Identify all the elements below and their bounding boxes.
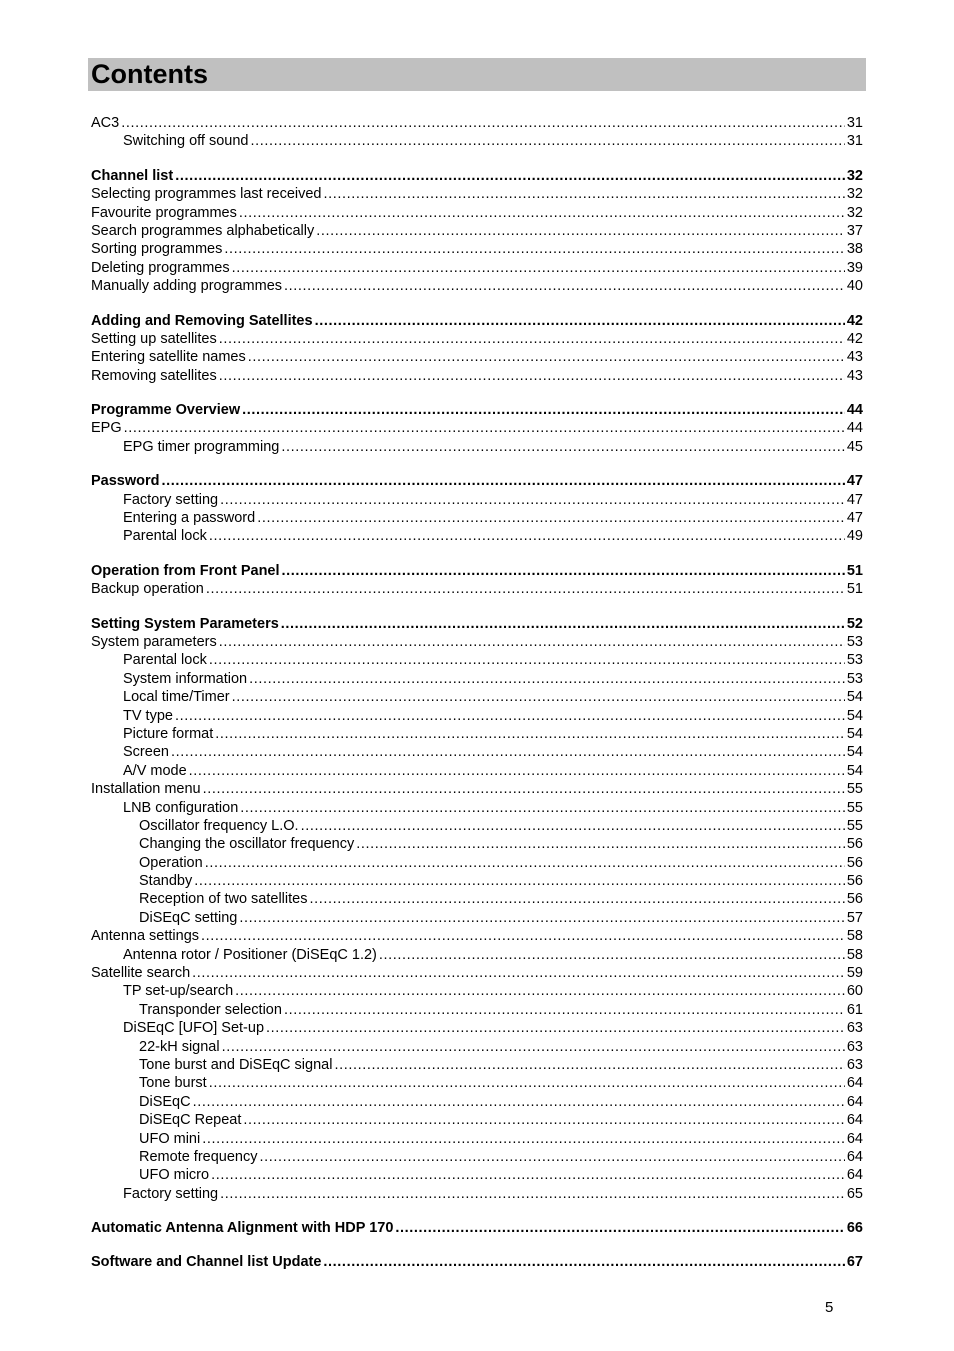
toc-entry [91,1148,863,1166]
toc-entry [91,114,863,132]
toc-entry-page: 32 [846,167,863,184]
toc-leader-dots [243,1111,845,1129]
toc-entry-page: 59 [846,965,863,982]
toc-entry-title: Screen [123,744,169,761]
toc-entry [91,509,863,527]
toc-entry [91,946,863,964]
toc-entry-title: DiSEqC Repeat [139,1112,242,1129]
toc-entry-title: Manually adding programmes [91,278,283,295]
toc-entry [91,401,863,419]
toc-entry-title: Channel list [91,167,174,184]
toc-leader-dots [284,1001,845,1019]
toc-entry-page: 47 [846,473,863,490]
toc-entry-title: Selecting programmes last received [91,186,322,203]
toc-entry-page: 63 [846,1038,863,1055]
toc-entry-page: 42 [846,312,863,329]
toc-leader-dots [257,509,845,527]
toc-entry-page: 32 [846,186,863,203]
toc-entry-page: 44 [846,420,863,437]
toc-leader-dots [222,1038,845,1056]
toc-leader-dots [266,1019,845,1037]
toc-entry-title: Factory setting [123,1185,219,1202]
toc-entry [91,204,863,222]
toc-entry-page: 47 [846,491,863,508]
toc-leader-dots [193,1093,845,1111]
toc-entry-title: Factory setting [123,491,219,508]
toc-entry-title: Entering a password [123,510,256,527]
toc-leader-dots [206,580,845,598]
toc-entry [91,222,863,240]
toc-entry-page: 54 [846,725,863,742]
toc-entry-page: 57 [846,909,863,926]
toc-entry-title: Standby [139,873,193,890]
toc-leader-dots [219,633,845,651]
toc-leader-dots [202,1130,845,1148]
toc-entry-page: 65 [846,1185,863,1202]
toc-entry [91,909,863,927]
toc-entry-title: Favourite programmes [91,204,237,221]
toc-entry [91,330,863,348]
toc-entry-title: Tone burst and DiSEqC signal [139,1056,333,1073]
toc-leader-dots [284,277,845,295]
toc-leader-dots [219,330,845,348]
toc-entry-title: System parameters [91,633,217,650]
toc-entry-page: 58 [846,946,863,963]
toc-entry-page: 63 [846,1020,863,1037]
toc-leader-dots [379,946,845,964]
toc-entry [91,1130,863,1148]
toc-leader-dots [209,527,845,545]
contents-heading-bar [88,58,866,91]
toc-entry-title: Switching off sound [123,133,249,150]
toc-leader-dots [259,1148,844,1166]
toc-entry [91,780,863,798]
toc-leader-dots [189,762,845,780]
toc-leader-dots [175,167,845,185]
toc-leader-dots [282,562,845,580]
toc-entry-page: 64 [846,1075,863,1092]
toc-entry-title: DiSEqC [139,1093,191,1110]
toc-entry [91,562,863,580]
toc-entry [91,1253,863,1271]
toc-entry [91,259,863,277]
toc-leader-dots [192,964,845,982]
toc-entry-page: 51 [846,562,863,579]
page-title: Contents [91,59,208,89]
toc-leader-dots [205,854,845,872]
toc-entry-title: Tone burst [139,1075,207,1092]
toc-leader-dots [323,1253,844,1271]
toc-entry [91,927,863,945]
toc-leader-dots [324,185,845,203]
toc-entry-title: Removing satellites [91,367,217,384]
toc-leader-dots [315,312,845,330]
toc-entry-title: Local time/Timer [123,689,230,706]
toc-entry-title: Adding and Removing Satellites [91,312,313,329]
toc-entry-title: EPG timer programming [123,438,280,455]
toc-leader-dots [281,438,845,456]
toc-entry-title: Installation menu [91,781,201,798]
toc-entry-title: Entering satellite names [91,349,246,366]
toc-entry-title: Remote frequency [139,1148,258,1165]
toc-entry [91,580,863,598]
toc-leader-dots [203,780,845,798]
toc-entry-title: LNB configuration [123,799,239,816]
toc-entry [91,835,863,853]
toc-entry [91,277,863,295]
toc-entry-page: 53 [846,670,863,687]
toc-entry-title: Software and Channel list Update [91,1254,322,1271]
toc-leader-dots [220,491,845,509]
toc-leader-dots [224,240,845,258]
toc-leader-dots [215,725,845,743]
toc-entry-page: 66 [846,1220,863,1237]
toc-entry [91,688,863,706]
toc-entry-page: 38 [846,241,863,258]
toc-entry-page: 45 [846,438,863,455]
toc-entry [91,1166,863,1184]
toc-entry-title: A/V mode [123,762,187,779]
toc-entry-page: 64 [846,1093,863,1110]
toc-entry [91,725,863,743]
toc-entry-title: DiSEqC [UFO] Set-up [123,1020,265,1037]
toc-entry-title: Satellite search [91,965,191,982]
toc-entry [91,1056,863,1074]
toc-entry [91,1111,863,1129]
toc-entry [91,1074,863,1092]
toc-entry-title: Antenna settings [91,928,200,945]
toc-entry-page: 49 [846,528,863,545]
toc-leader-dots [171,743,845,761]
toc-entry-page: 64 [846,1167,863,1184]
toc-entry [91,1219,863,1237]
toc-entry-page: 54 [846,707,863,724]
toc-entry [91,982,863,1000]
toc-leader-dots [301,817,845,835]
toc-entry-title: DiSEqC setting [139,909,238,926]
toc-entry-page: 64 [846,1130,863,1147]
toc-entry [91,367,863,385]
toc-entry [91,615,863,633]
toc-entry [91,1038,863,1056]
toc-entry-title: UFO mini [139,1130,201,1147]
toc-entry-title: Parental lock [123,528,207,545]
toc-entry [91,872,863,890]
toc-entry [91,762,863,780]
toc-entry-title: TP set-up/search [123,983,234,1000]
toc-entry [91,670,863,688]
toc-leader-dots [232,259,845,277]
toc-leader-dots [194,872,845,890]
toc-entry-page: 39 [846,259,863,276]
toc-entry-title: Search programmes alphabetically [91,222,315,239]
toc-entry-title: EPG [91,420,122,437]
page-number: 5 [825,1299,834,1316]
table-of-contents [91,114,863,1272]
toc-leader-dots [309,890,844,908]
toc-entry [91,707,863,725]
toc-entry-title: Picture format [123,725,214,742]
toc-entry [91,167,863,185]
toc-entry-title: Transponder selection [139,1001,282,1018]
toc-entry-page: 54 [846,689,863,706]
toc-leader-dots [209,1074,845,1092]
toc-entry [91,651,863,669]
toc-entry-page: 37 [846,222,863,239]
toc-entry [91,240,863,258]
toc-entry-title: Deleting programmes [91,259,230,276]
toc-entry [91,854,863,872]
toc-entry-title: Setting up satellites [91,330,217,347]
toc-entry-title: Reception of two satellites [139,891,308,908]
toc-leader-dots [219,367,845,385]
toc-entry [91,964,863,982]
toc-entry-title: Programme Overview [91,402,241,419]
toc-entry [91,1019,863,1037]
toc-leader-dots [249,670,845,688]
toc-leader-dots [209,651,845,669]
toc-entry-title: Automatic Antenna Alignment with HDP 170 [91,1220,394,1237]
toc-entry-title: Changing the oscillator frequency [139,836,355,853]
toc-entry-page: 67 [846,1254,863,1271]
toc-leader-dots [242,401,845,419]
toc-entry [91,743,863,761]
toc-entry-title: Setting System Parameters [91,615,279,632]
toc-entry-page: 31 [846,115,863,131]
toc-leader-dots [220,1185,845,1203]
toc-entry-title: 22-kH signal [139,1038,220,1055]
toc-entry-page: 55 [846,817,863,834]
toc-entry-page: 43 [846,367,863,384]
toc-entry [91,348,863,366]
toc-entry-page: 64 [846,1148,863,1165]
toc-entry-page: 56 [846,891,863,908]
toc-entry [91,438,863,456]
toc-entry-page: 52 [846,615,863,632]
toc-leader-dots [121,114,845,132]
toc-entry-page: 54 [846,744,863,761]
toc-entry [91,472,863,490]
toc-entry-page: 56 [846,873,863,890]
toc-entry-title: Backup operation [91,581,204,598]
toc-entry [91,799,863,817]
toc-entry-page: 61 [846,1001,863,1018]
toc-leader-dots [395,1219,844,1237]
toc-leader-dots [239,909,845,927]
toc-entry-page: 42 [846,330,863,347]
toc-leader-dots [281,615,845,633]
toc-entry-page: 54 [846,762,863,779]
toc-entry-title: AC3 [91,115,120,131]
toc-entry [91,633,863,651]
toc-entry-page: 53 [846,652,863,669]
toc-leader-dots [248,348,845,366]
toc-entry-title: TV type [123,707,173,724]
toc-leader-dots [356,835,845,853]
toc-entry [91,185,863,203]
toc-entry-title: Antenna rotor / Positioner (DiSEqC 1.2) [123,946,377,963]
toc-entry [91,1001,863,1019]
toc-entry [91,132,863,150]
toc-entry [91,527,863,545]
toc-entry-page: 31 [846,133,863,150]
toc-entry-title: Password [91,473,160,490]
toc-entry-page: 47 [846,510,863,527]
toc-entry-title: System information [123,670,248,687]
toc-entry-page: 56 [846,854,863,871]
toc-leader-dots [124,419,845,437]
toc-entry-page: 51 [846,581,863,598]
toc-leader-dots [201,927,845,945]
toc-entry [91,1185,863,1203]
toc-entry [91,890,863,908]
toc-entry-page: 63 [846,1056,863,1073]
toc-leader-dots [162,472,845,490]
toc-entry-page: 44 [846,402,863,419]
toc-leader-dots [235,982,845,1000]
toc-entry-title: Operation from Front Panel [91,562,280,579]
toc-entry-page: 32 [846,204,863,221]
toc-entry [91,312,863,330]
toc-leader-dots [239,204,845,222]
toc-leader-dots [175,707,845,725]
toc-entry-page: 53 [846,633,863,650]
toc-entry-page: 55 [846,799,863,816]
toc-entry-title: Operation [139,854,203,871]
toc-entry-page: 60 [846,983,863,1000]
toc-leader-dots [232,688,845,706]
toc-entry [91,817,863,835]
toc-entry-title: Sorting programmes [91,241,223,258]
toc-leader-dots [316,222,845,240]
toc-entry [91,1093,863,1111]
toc-entry-title: UFO micro [139,1167,210,1184]
toc-entry-page: 58 [846,928,863,945]
toc-entry-page: 56 [846,836,863,853]
toc-leader-dots [250,132,844,150]
toc-entry-title: Parental lock [123,652,207,669]
toc-entry-page: 64 [846,1112,863,1129]
toc-entry-page: 43 [846,349,863,366]
toc-leader-dots [240,799,845,817]
toc-leader-dots [334,1056,844,1074]
toc-entry-page: 55 [846,781,863,798]
toc-entry-title: Oscillator frequency L.O. [139,817,299,834]
toc-leader-dots [211,1166,845,1184]
toc-entry [91,419,863,437]
toc-entry-page: 40 [846,278,863,295]
toc-entry [91,491,863,509]
